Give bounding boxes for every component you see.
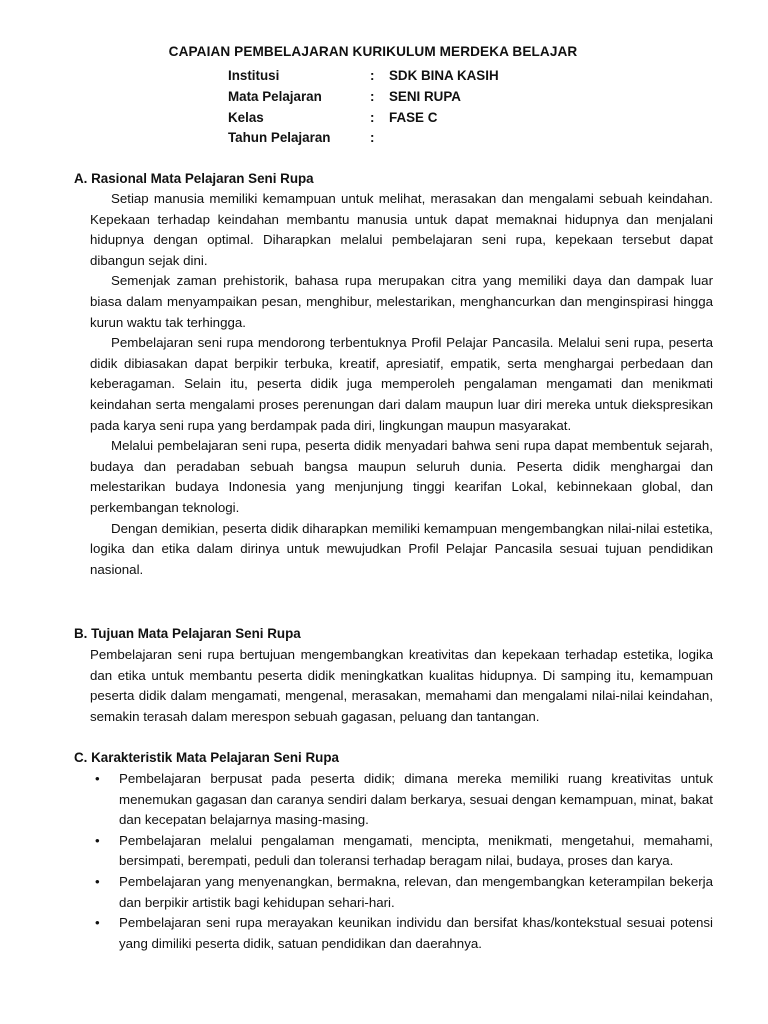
meta-row-institusi (228, 66, 499, 87)
section-a-body (90, 189, 713, 580)
paragraph: Setiap manusia memiliki kemampuan untuk melihat, merasakan dan mengalami sebuah keindahan. Kepekaan terhadap keindahan membantu manusia untuk dapat memaknai hidupnya dan menjalani hidupnya dengan optimal. Diharapkan melalui pembelajaran seni rupa, kepekaan tersebut dapat dibangun sejak dini. (90, 191, 713, 268)
meta-label: Tahun Pelajaran (228, 130, 331, 146)
paragraph: Melalui pembelajaran seni rupa, peserta didik menyadari bahwa seni rupa dapat membentuk sejarah, budaya dan peradaban sebuah bangsa maupun seluruh dunia. Peserta didik menghargai dan melestarikan budaya Indonesia yang menjunjung tinggi kearifan Lokal, kebinnekaan global, dan perkembangan teknologi. (90, 438, 713, 515)
meta-label: Kelas (228, 109, 264, 125)
list-item-text: Pembelajaran yang menyenangkan, bermakna, relevan, dan mengembangkan keterampilan bekerja dan berpikir artistik bagi kehidupan sehari-hari. (119, 873, 713, 910)
meta-value: FASE C (389, 109, 438, 125)
list-item (90, 872, 713, 913)
section-c-bullet-list (90, 769, 713, 954)
meta-label: Institusi (228, 68, 280, 83)
section-a-heading: A. Rasional Mata Pelajaran Seni Rupa (74, 171, 314, 186)
document-title: CAPAIAN PEMBELAJARAN KURIKULUM MERDEKA BELAJAR (168, 44, 578, 59)
list-item (90, 769, 713, 831)
list-item-text: Pembelajaran seni rupa merayakan keunikan individu dan bersifat khas/kontekstual sesuai potensi yang dimiliki peserta didik, satuan pendidikan dan daerahnya. (119, 915, 713, 951)
meta-row-mata-pelajaran (228, 87, 499, 108)
section-b-body (90, 645, 713, 727)
bullet-icon: • (95, 873, 100, 889)
paragraph: Semenjak zaman prehistorik, bahasa rupa merupakan citra yang memiliki daya dan dampak luar biasa dalam menyampaikan pesan, menghibur, melestarikan, menghancurkan dan menginspirasi hingga kurun waktu tak terhingga. (90, 273, 713, 330)
document-meta (228, 66, 499, 149)
list-item (90, 831, 713, 872)
paragraph: Dengan demikian, peserta didik diharapkan memiliki kemampuan mengembangkan nilai-nilai estetika, logika dan etika dalam dirinya untuk mewujudkan Profil Pelajar Pancasila sesuai tujuan pendidikan nasional. (90, 520, 713, 577)
meta-label: Mata Pelajaran (228, 88, 322, 104)
meta-value: SENI RUPA (389, 88, 461, 104)
meta-colon: : (370, 130, 375, 146)
paragraph: Pembelajaran seni rupa bertujuan mengembangkan kreativitas dan kepekaan terhadap estetika, logika dan etika untuk membantu peserta didik meningkatkan kualitas hidupnya. Di samping itu, kemampuan peserta didik dalam mengamati, mengenal, merasakan, memahami dan mengalami nilai-nilai keindahan, semakin terasah dalam merespon sebuah gagasan, peluang dan tantangan. (90, 647, 713, 724)
bullet-icon: • (95, 771, 100, 786)
meta-colon: : (370, 68, 375, 83)
paragraph: Pembelajaran seni rupa mendorong terbentuknya Profil Pelajar Pancasila. Melalui seni rupa, peserta didik dibiasakan dapat berpikir terbuka, kreatif, apresiatif, empatik, serta menghargai perbedaan dan keberagaman. Selain itu, peserta didik juga memperoleh pengalaman mengamati dan menikmati keindahan serta mengalami proses perenungan dari dalam maupun luar diri mereka untuk diekspresikan pada karya seni rupa yang berdampak pada diri, lingkungan maupun masyarakat. (90, 335, 713, 433)
meta-row-kelas (228, 108, 499, 129)
list-item-text: Pembelajaran melalui pengalaman mengamati, mencipta, menikmati, mengetahui, memahami, bersimpati, berempati, peduli dan toleransi terhadap beragam nilai, budaya, proses dan karya. (119, 832, 713, 869)
list-item-text: Pembelajaran berpusat pada peserta didik; dimana mereka memiliki ruang kreativitas untuk menemukan gagasan dan caranya sendiri dalam berkarya, sesuai dengan kemampuan, minat, bakat dan kecepatan belajarnya masing-masing. (119, 771, 713, 828)
section-c-heading: C. Karakteristik Mata Pelajaran Seni Rupa (74, 750, 339, 765)
meta-value: SDK BINA KASIH (389, 68, 499, 83)
meta-row-tahun-pelajaran (228, 128, 499, 149)
bullet-icon: • (95, 832, 100, 848)
section-b-heading: B. Tujuan Mata Pelajaran Seni Rupa (74, 626, 301, 641)
meta-colon: : (370, 109, 375, 125)
list-item (90, 913, 713, 954)
meta-colon: : (370, 88, 375, 104)
bullet-icon: • (95, 915, 100, 931)
